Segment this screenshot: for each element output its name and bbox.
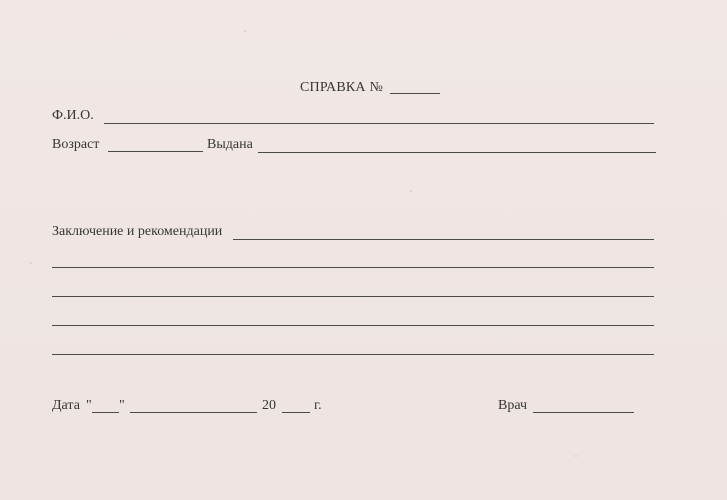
paper-speck (410, 190, 412, 192)
age-field[interactable] (108, 151, 203, 152)
doctor-signature-field[interactable] (533, 412, 634, 413)
day-field[interactable] (92, 412, 119, 413)
doctor-label: Врач (498, 398, 528, 413)
issued-field[interactable] (258, 152, 656, 153)
conclusion-label: Заключение и рекомендации (52, 224, 223, 239)
conclusion-field-line-4[interactable] (52, 325, 654, 326)
month-field[interactable] (130, 412, 257, 413)
fio-label: Ф.И.О. (52, 108, 94, 123)
year-field[interactable] (282, 412, 310, 413)
year-prefix: 20 (262, 398, 276, 413)
date-quote-close: " (119, 398, 125, 413)
conclusion-field-line-1[interactable] (233, 239, 654, 240)
paper-speck (244, 30, 246, 32)
paper-speck (30, 262, 32, 264)
issued-label: Выдана (207, 137, 253, 152)
conclusion-field-line-5[interactable] (52, 354, 654, 355)
paper-speck (575, 455, 577, 457)
certificate-number-field[interactable] (390, 93, 440, 94)
date-quote-open: " (86, 398, 92, 413)
conclusion-field-line-3[interactable] (52, 296, 654, 297)
date-label: Дата (52, 398, 80, 413)
conclusion-field-line-2[interactable] (52, 267, 654, 268)
age-label: Возраст (52, 137, 100, 152)
fio-field[interactable] (104, 123, 654, 124)
form-title: СПРАВКА № (300, 80, 383, 95)
year-suffix: г. (314, 398, 322, 413)
